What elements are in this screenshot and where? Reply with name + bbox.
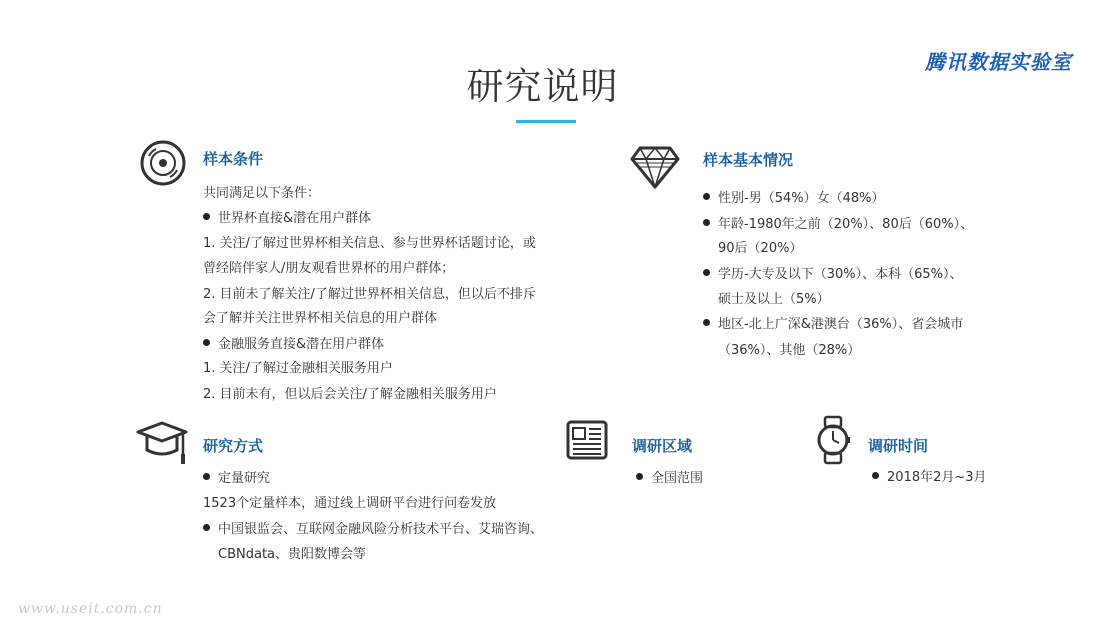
region-heading: 调研区域 — [632, 437, 693, 455]
sample-basics-bullet: 年龄-1980年之前（20%）、80后（60%）、 — [703, 213, 973, 232]
disc-icon — [138, 138, 188, 188]
sample-conditions-line: 1. 关注/了解过世界杯相关信息、参与世界杯话题讨论，或 — [203, 236, 536, 251]
sample-basics-line: （36%）、其他（28%） — [718, 343, 861, 358]
title-underline — [516, 120, 576, 123]
sample-conditions-line: 1. 关注/了解过金融相关服务用户 — [203, 361, 393, 376]
sample-basics-line: 90后（20%） — [718, 241, 803, 256]
method-bullet: 中国银监会、互联网金融风险分析技术平台、艾瑞咨询、 — [203, 518, 543, 537]
sample-conditions-heading: 样本条件 — [203, 150, 264, 168]
newspaper-icon — [566, 420, 616, 470]
method-line: CBNdata、贵阳数博会等 — [218, 547, 367, 562]
brand-logo-text: 腾讯数据实验室 — [925, 50, 1072, 74]
diamond-icon — [630, 145, 680, 195]
sample-conditions-line: 曾经陪伴家人/朋友观看世界杯的用户群体； — [203, 261, 455, 276]
region-bullet: 全国范围 — [636, 467, 703, 486]
sample-conditions-line: 2. 目前未了解关注/了解过世界杯相关信息，但以后不排斥 — [203, 287, 536, 302]
method-line: 1523个定量样本，通过线上调研平台进行问卷发放 — [203, 496, 497, 511]
method-bullet: 定量研究 — [203, 467, 270, 486]
sample-conditions-line: 会了解并关注世界杯相关信息的用户群体 — [203, 311, 438, 326]
watch-icon — [815, 415, 865, 465]
sample-basics-bullet: 性别-男（54%）女（48%） — [703, 187, 884, 206]
sample-basics-bullet: 学历-大专及以下（30%）、本科（65%）、 — [703, 263, 962, 282]
sample-conditions-bullet: 金融服务直接&潜在用户群体 — [203, 333, 384, 352]
sample-basics-heading: 样本基本情况 — [703, 151, 794, 169]
sample-basics-line: 硕士及以上（5%） — [718, 292, 830, 307]
sample-conditions-line: 共同满足以下条件： — [203, 186, 321, 201]
watermark: www.useit.com.cn — [18, 601, 163, 617]
time-bullet: 2018年2月~3月 — [872, 466, 987, 485]
sample-conditions-line: 2. 目前未有，但以后会关注/了解金融相关服务用户 — [203, 387, 497, 402]
sample-conditions-bullet: 世界杯直接&潜在用户群体 — [203, 207, 371, 226]
method-heading: 研究方式 — [203, 437, 264, 455]
graduation-cap-icon — [136, 420, 186, 470]
sample-basics-bullet: 地区-北上广深&港澳台（36%）、省会城市 — [703, 313, 963, 332]
time-heading: 调研时间 — [868, 437, 929, 455]
page-title: 研究说明 — [466, 65, 619, 108]
